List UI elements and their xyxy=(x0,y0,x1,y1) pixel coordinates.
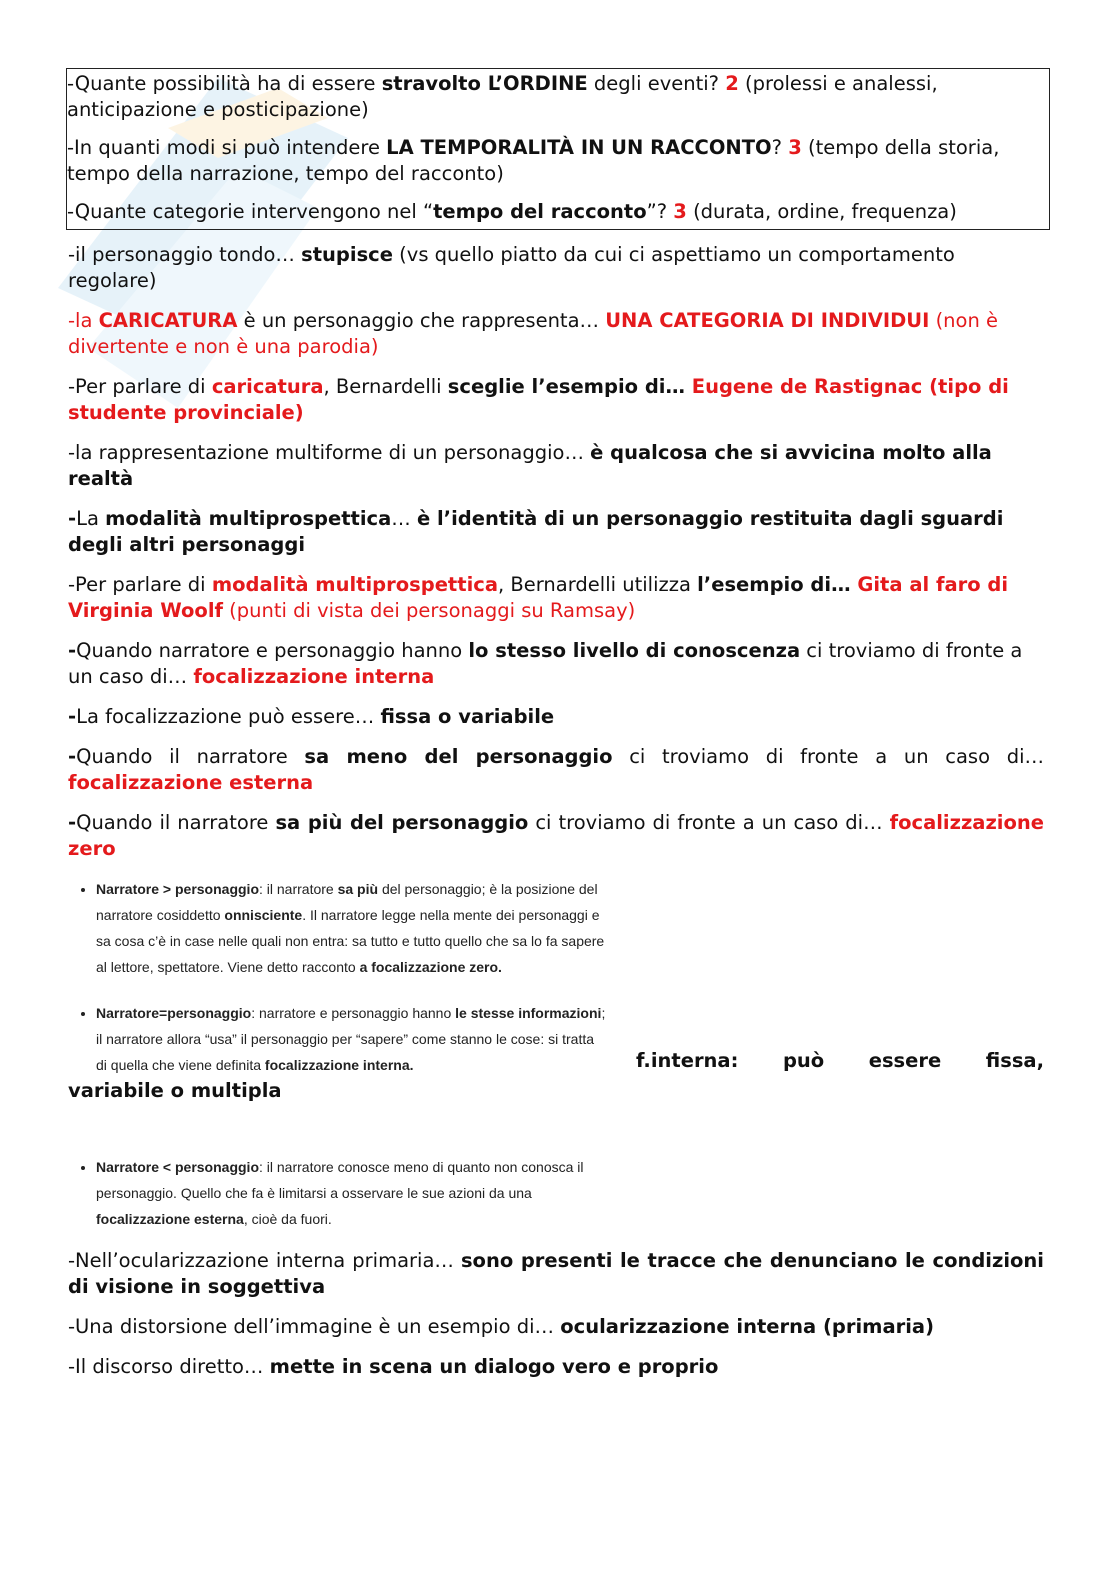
note-internal-ocularization: -Nell’ocularizzazione interna primaria… sono presenti le tracce che denunciano le condizioni di visione in soggettiva xyxy=(68,1249,1044,1298)
note-focalization-types: -La focalizzazione può essere… fissa o variabile xyxy=(68,705,555,728)
box-question-order: -Quante possibilità ha di essere stravolto L’ORDINE degli eventi? 2 (prolessi e analessi, anticipazione e posticipazione) xyxy=(67,72,938,121)
note-internal-focalization: -Quando narratore e personaggio hanno lo stesso livello di conoscenza ci troviamo di fronte a un caso di… focalizzazione interna xyxy=(68,639,1023,688)
box-question-categories: -Quante categorie intervengono nel “tempo del racconto”? 3 (durata, ordine, frequenza) xyxy=(67,200,957,223)
note-zero-focalization: -Quando il narratore sa più del personaggio ci troviamo di fronte a un caso di… focalizzazione zero xyxy=(68,811,1044,860)
internal-focalization-note-continued: variabile o multipla xyxy=(68,1079,282,1102)
list-item: • Narratore > personaggio: il narratore sa più del personaggio; è la posizione del narratore cosiddetto onnisciente. Il narratore legge nella mente dei personaggi e sa cosa c’è in case nelle quali non entra: sa tutto e tutto quello che sa lo fa sapere al lettore, spettatore. Viene detto racconto a focalizzazione zero. xyxy=(96,876,608,980)
note-caricature-example: -Per parlare di caricatura, Bernardelli sceglie l’esempio di… Eugene de Rastignac (tipo di studente provinciale) xyxy=(68,375,1009,424)
box-question-temporality: -In quanti modi si può intendere LA TEMPORALITÀ IN UN RACCONTO? 3 (tempo della storia, tempo della narrazione, tempo del racconto) xyxy=(67,136,1000,185)
list-item: • Narratore < personaggio: il narratore conosce meno di quanto non conosca il personaggio. Quello che fa è limitarsi a osservare le sue azioni da una focalizzazione esterna, cioè da fuori. xyxy=(96,1154,608,1232)
note-multiperspective-example: -Per parlare di modalità multiprospettica, Bernardelli utilizza l’esempio di… Gita al faro di Virginia Woolf (punti di vista dei personaggi su Ramsay) xyxy=(68,573,1009,622)
list-item: • Narratore=personaggio: narratore e personaggio hanno le stesse informazioni; il narratore allora “usa” il personaggio per “sapere” come stanno le cose: si tratta di quella che viene definita focalizzazione interna. xyxy=(96,1000,608,1078)
note-multiperspective: -La modalità multiprospettica… è l’identità di un personaggio restituita dagli sguardi degli altri personaggi xyxy=(68,507,1004,556)
note-image-distortion: -Una distorsione dell’immagine è un esempio di… ocularizzazione interna (primaria) xyxy=(68,1315,934,1338)
summary-box xyxy=(66,68,1050,230)
note-round-character: -il personaggio tondo… stupisce (vs quello piatto da cui ci aspettiamo un comportamento regolare) xyxy=(68,243,955,292)
embedded-excerpt-external xyxy=(68,1154,608,1232)
note-direct-speech: -Il discorso diretto… mette in scena un dialogo vero e proprio xyxy=(68,1355,719,1378)
embedded-excerpt-internal xyxy=(68,1000,608,1078)
note-multiform-representation: -la rappresentazione multiforme di un personaggio… è qualcosa che si avvicina molto alla realtà xyxy=(68,441,992,490)
note-external-focalization: -Quando il narratore sa meno del personaggio ci troviamo di fronte a un caso di… focalizzazione esterna xyxy=(68,745,1044,794)
embedded-excerpt-zero xyxy=(68,876,608,980)
note-caricature: -la CARICATURA è un personaggio che rappresenta… UNA CATEGORIA DI INDIVIDUI (non è divertente e non è una parodia) xyxy=(68,309,999,358)
document-page xyxy=(68,68,1044,1394)
internal-focalization-note: f.interna: può essere fissa, xyxy=(636,1049,1044,1072)
